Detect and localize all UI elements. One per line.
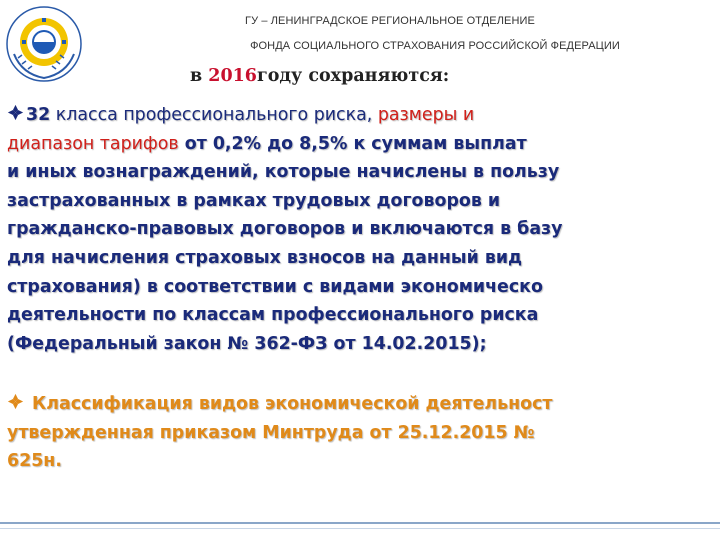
text-line: деятельности по классам профессионального риска (7, 305, 539, 326)
text-line: (Федеральный закон № 362-ФЗ от 14.02.2015); (7, 333, 487, 354)
text-line: застрахованных в рамках трудовых договоров и (7, 190, 501, 211)
class-count: 32 (26, 105, 51, 125)
text-line: для начисления страховых взносов на данный вид (7, 247, 523, 268)
slide-title (190, 66, 449, 86)
text-line (7, 390, 720, 419)
text-line: 625н. (7, 451, 62, 472)
text-line: и иных вознаграждений, которые начислены в пользу (7, 162, 560, 183)
text-segment-orange: Классификация видов экономической деятельност (26, 394, 553, 414)
fss-logo (4, 4, 84, 84)
text-line (7, 101, 720, 130)
title-year: 2016 (208, 66, 257, 86)
header-org-line1: ГУ – ЛЕНИНГРАДСКОЕ РЕГИОНАЛЬНОЕ ОТДЕЛЕНИЕ (245, 15, 535, 27)
title-suffix: году сохраняются: (256, 66, 450, 86)
paragraph-tariffs (7, 101, 720, 358)
text-line: утвержденная приказом Минтруда от 25.12.2015 № (7, 422, 535, 443)
diamond-bullet-icon (7, 104, 24, 121)
title-prefix: в (190, 66, 209, 86)
diamond-bullet-icon (7, 393, 24, 410)
text-segment: класса профессионального риска, (50, 105, 378, 125)
footer-divider (0, 522, 720, 524)
footer-divider-thin (0, 528, 720, 529)
paragraph-classification (7, 390, 720, 476)
text-line: гражданско-правовых договоров и включаются в базу (7, 219, 563, 240)
header-org-line2: ФОНДА СОЦИАЛЬНОГО СТРАХОВАНИЯ РОССИЙСКОЙ ФЕДЕРАЦИИ (250, 40, 620, 52)
text-segment-red: диапазон тарифов (7, 133, 179, 154)
text-segment-red: размеры и (377, 105, 475, 125)
text-line (7, 130, 720, 159)
text-line: страхования) в соответствии с видами экономическо (7, 276, 543, 297)
text-segment: от 0,2% до 8,5% к суммам выплат (178, 133, 527, 154)
